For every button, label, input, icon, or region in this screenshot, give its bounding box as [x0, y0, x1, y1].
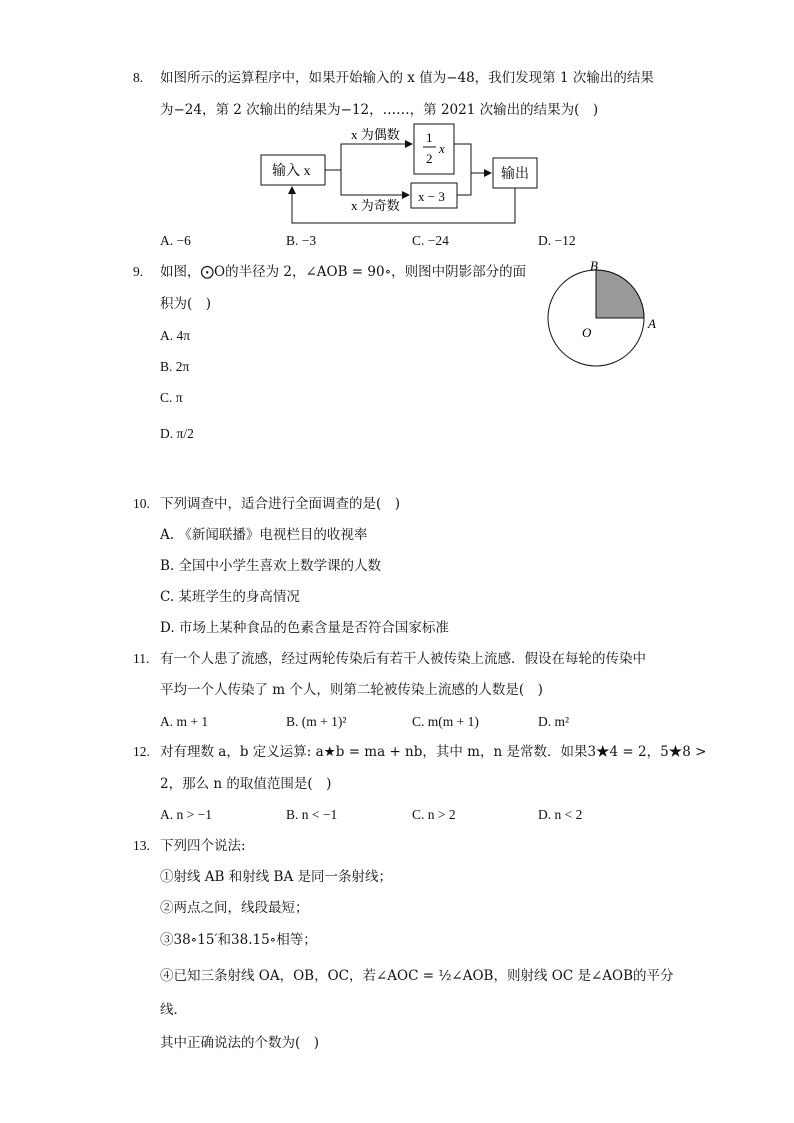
- q8-option-b[interactable]: B. −3: [286, 233, 317, 248]
- q11-number: 11.: [133, 651, 150, 666]
- circle-label-b: B: [590, 258, 598, 273]
- q12-option-b[interactable]: B. n < −1: [286, 807, 338, 822]
- q8-option-a[interactable]: A. −6: [160, 233, 191, 248]
- q9-number: 9.: [133, 264, 144, 279]
- q9-circle-figure: [540, 256, 670, 376]
- circle-label-a: A: [648, 316, 656, 331]
- q8-stem-line2: 为−24，第 2 次输出的结果为−12，……，第 2021 次输出的结果为( ): [160, 102, 599, 118]
- q13-statement-4-line2: 线．: [160, 1002, 187, 1018]
- q13-number: 13.: [133, 838, 150, 853]
- q13-statement-2: ②两点之间，线段最短；: [160, 900, 309, 916]
- q11-option-a[interactable]: A. m + 1: [160, 714, 209, 729]
- q13-statement-1: ①射线 AB 和射线 BA 是同一条射线；: [160, 869, 393, 885]
- flow-output-label: 输出: [501, 167, 529, 182]
- q8-option-c[interactable]: C. −24: [412, 233, 449, 248]
- q12-stem-line1: 对有理数 a，b 定义运算: a★b = ma + nb，其中 m，n 是常数．如果3★4 = 2，5★8 >: [160, 744, 707, 760]
- q9-option-b[interactable]: B. 2π: [160, 359, 190, 374]
- q11-stem-line2: 平均一个人传染了 m 个人，则第二轮被传染上流感的人数是( ): [160, 682, 543, 698]
- q8-number: 8.: [133, 70, 144, 85]
- q10-option-c[interactable]: C. 某班学生的身高情况: [160, 589, 300, 605]
- q11-option-d[interactable]: D. m²: [538, 714, 570, 729]
- q8-stem-line1: 如图所示的运算程序中，如果开始输入的 x 值为−48，我们发现第 1 次输出的结果: [160, 70, 654, 86]
- q11-option-c[interactable]: C. m(m + 1): [412, 714, 479, 729]
- q12-stem-line2: 2，那么 n 的取值范围是( ): [160, 776, 332, 792]
- flow-half-denominator: 2: [426, 151, 433, 166]
- q11-option-b[interactable]: B. (m + 1)²: [286, 714, 347, 729]
- q13-question: 其中正确说法的个数为( ): [160, 1035, 320, 1051]
- circle-label-o: O: [582, 325, 592, 340]
- flow-half-box: [414, 124, 454, 174]
- q8-flowchart: [256, 122, 556, 230]
- q12-option-a[interactable]: A. n > −1: [160, 807, 212, 822]
- q12-option-c[interactable]: C. n > 2: [412, 807, 456, 822]
- q10-option-b[interactable]: B. 全国中小学生喜欢上数学课的人数: [160, 558, 382, 574]
- q10-option-d[interactable]: D. 市场上某种食品的色素含量是否符合国家标准: [160, 620, 449, 636]
- q12-option-d[interactable]: D. n < 2: [538, 807, 583, 822]
- q9-option-d[interactable]: D. π/2: [160, 426, 194, 441]
- q13-statement-3: ③38∘15′和38.15∘相等；: [160, 932, 317, 948]
- q8-option-d[interactable]: D. −12: [538, 233, 576, 248]
- q10-stem: 下列调查中，适合进行全面调查的是( ): [160, 496, 401, 512]
- flow-half-variable: x: [439, 141, 445, 156]
- q9-option-a[interactable]: A. 4π: [160, 328, 191, 343]
- flow-even-label: x 为偶数: [351, 127, 400, 142]
- q10-option-a[interactable]: A. 《新闻联播》电视栏目的收视率: [160, 527, 368, 543]
- q12-number: 12.: [133, 744, 150, 759]
- q10-number: 10.: [133, 496, 150, 511]
- q9-stem-line1: 如图，⨀O的半径为 2，∠AOB = 90∘，则图中阴影部分的面: [160, 264, 527, 280]
- q9-stem-line2: 积为( ): [160, 296, 212, 312]
- q13-stem: 下列四个说法:: [160, 838, 246, 854]
- flow-input-label: 输入 x: [272, 164, 311, 179]
- flow-half-numerator: 1: [426, 130, 433, 145]
- flow-minus3-label: x − 3: [418, 189, 445, 204]
- q9-option-c[interactable]: C. π: [160, 390, 183, 405]
- flow-odd-label: x 为奇数: [351, 198, 400, 213]
- q11-stem-line1: 有一个人患了流感，经过两轮传染后有若干人被传染上流感．假设在每轮的传染中: [160, 651, 646, 667]
- q13-statement-4-line1: ④已知三条射线 OA，OB，OC，若∠AOC = ½∠AOB，则射线 OC 是∠AOB的平分: [160, 968, 674, 984]
